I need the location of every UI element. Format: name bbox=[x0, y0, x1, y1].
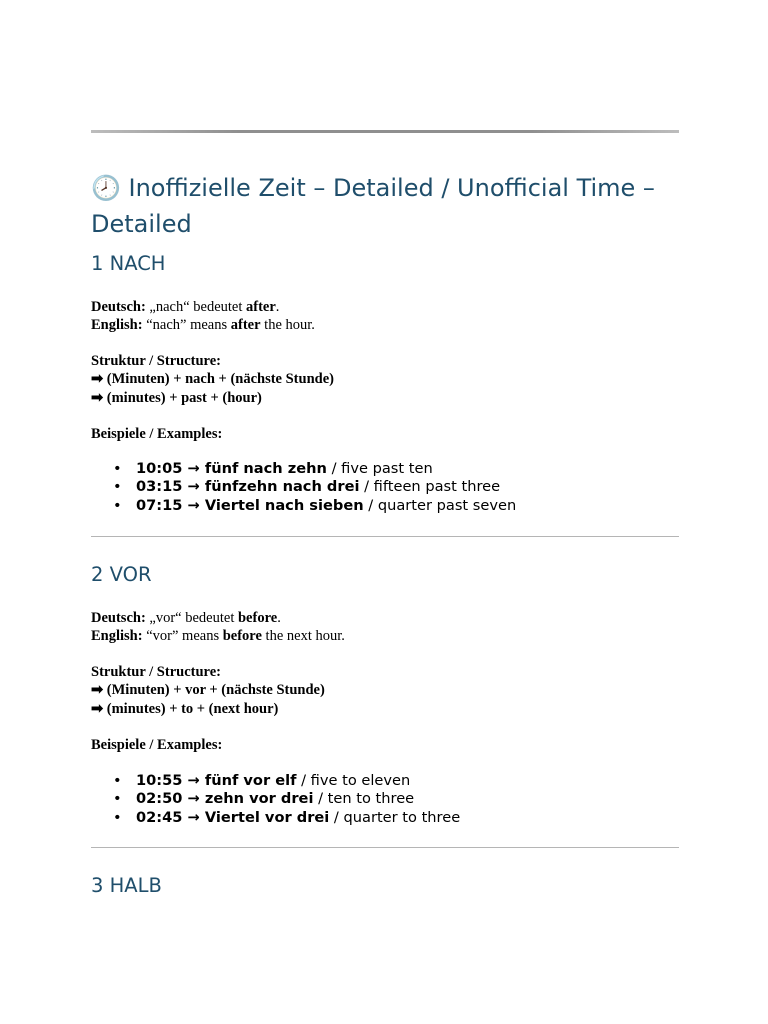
definition-keyword: before bbox=[237, 610, 278, 626]
examples-label: Beispiele / Examples: bbox=[91, 737, 223, 753]
label-deutsch: Deutsch: bbox=[91, 610, 146, 626]
definition-text: „vor“ bedeutet bbox=[145, 610, 238, 626]
examples-label: Beispiele / Examples: bbox=[91, 426, 223, 442]
definition-end: the next hour. bbox=[261, 628, 345, 644]
label-english: English: bbox=[91, 317, 143, 333]
list-item bbox=[136, 460, 516, 478]
definition-text: „nach“ bedeutet bbox=[145, 299, 247, 315]
structure-english: ➡ (minutes) + past + (hour) bbox=[91, 390, 262, 406]
definition-keyword: after bbox=[246, 299, 276, 315]
list-item bbox=[136, 790, 460, 808]
definition-text: “vor” means bbox=[142, 628, 223, 644]
list-item bbox=[136, 478, 516, 496]
example-english: / quarter past seven bbox=[363, 496, 517, 514]
example-english: / ten to three bbox=[313, 790, 415, 808]
section-heading-vor: 2 VOR bbox=[91, 563, 152, 586]
example-german: 10:55 → fünf vor elf bbox=[136, 772, 297, 789]
example-english: / five past ten bbox=[326, 460, 433, 477]
structure-german: ➡ (Minuten) + nach + (nächste Stunde) bbox=[91, 371, 334, 387]
definition-german bbox=[91, 609, 281, 627]
structure-label: Struktur / Structure: bbox=[91, 664, 221, 680]
section-divider bbox=[91, 536, 679, 537]
example-english: / five to eleven bbox=[296, 772, 411, 789]
example-german: 03:15 → fünfzehn nach drei bbox=[136, 478, 360, 496]
section-heading-nach: 1 NACH bbox=[91, 252, 166, 275]
example-english: / quarter to three bbox=[329, 808, 461, 826]
section-divider bbox=[91, 847, 679, 848]
definition-german bbox=[91, 298, 279, 316]
example-german: 07:15 → Viertel nach sieben bbox=[136, 496, 364, 514]
example-english: / fifteen past three bbox=[359, 478, 501, 496]
structure-english: ➡ (minutes) + to + (next hour) bbox=[91, 701, 279, 717]
examples-list bbox=[91, 772, 460, 827]
list-item bbox=[136, 497, 516, 515]
definition-english bbox=[91, 316, 315, 334]
definition-keyword: before bbox=[222, 628, 262, 644]
definition-end: . bbox=[277, 610, 281, 626]
top-divider bbox=[91, 130, 679, 133]
label-deutsch: Deutsch: bbox=[91, 299, 146, 315]
list-item bbox=[136, 772, 460, 790]
list-item bbox=[136, 809, 460, 827]
definition-text: “nach” means bbox=[142, 317, 231, 333]
definition-keyword: after bbox=[230, 317, 261, 333]
example-german: 02:50 → zehn vor drei bbox=[136, 790, 314, 808]
structure-label: Struktur / Structure: bbox=[91, 353, 221, 369]
definition-end: the hour. bbox=[260, 317, 315, 333]
example-german: 02:45 → Viertel vor drei bbox=[136, 808, 330, 826]
structure-german: ➡ (Minuten) + vor + (nächste Stunde) bbox=[91, 682, 325, 698]
examples-list bbox=[91, 460, 516, 515]
example-german: 10:05 → fünf nach zehn bbox=[136, 460, 327, 477]
definition-end: . bbox=[275, 299, 280, 315]
definition-english bbox=[91, 627, 345, 645]
page-title: 🕗 Inoffizielle Zeit – Detailed / Unofficial Time – Detailed bbox=[91, 174, 655, 238]
label-english: English: bbox=[91, 628, 143, 644]
section-heading-halb: 3 HALB bbox=[91, 874, 162, 897]
